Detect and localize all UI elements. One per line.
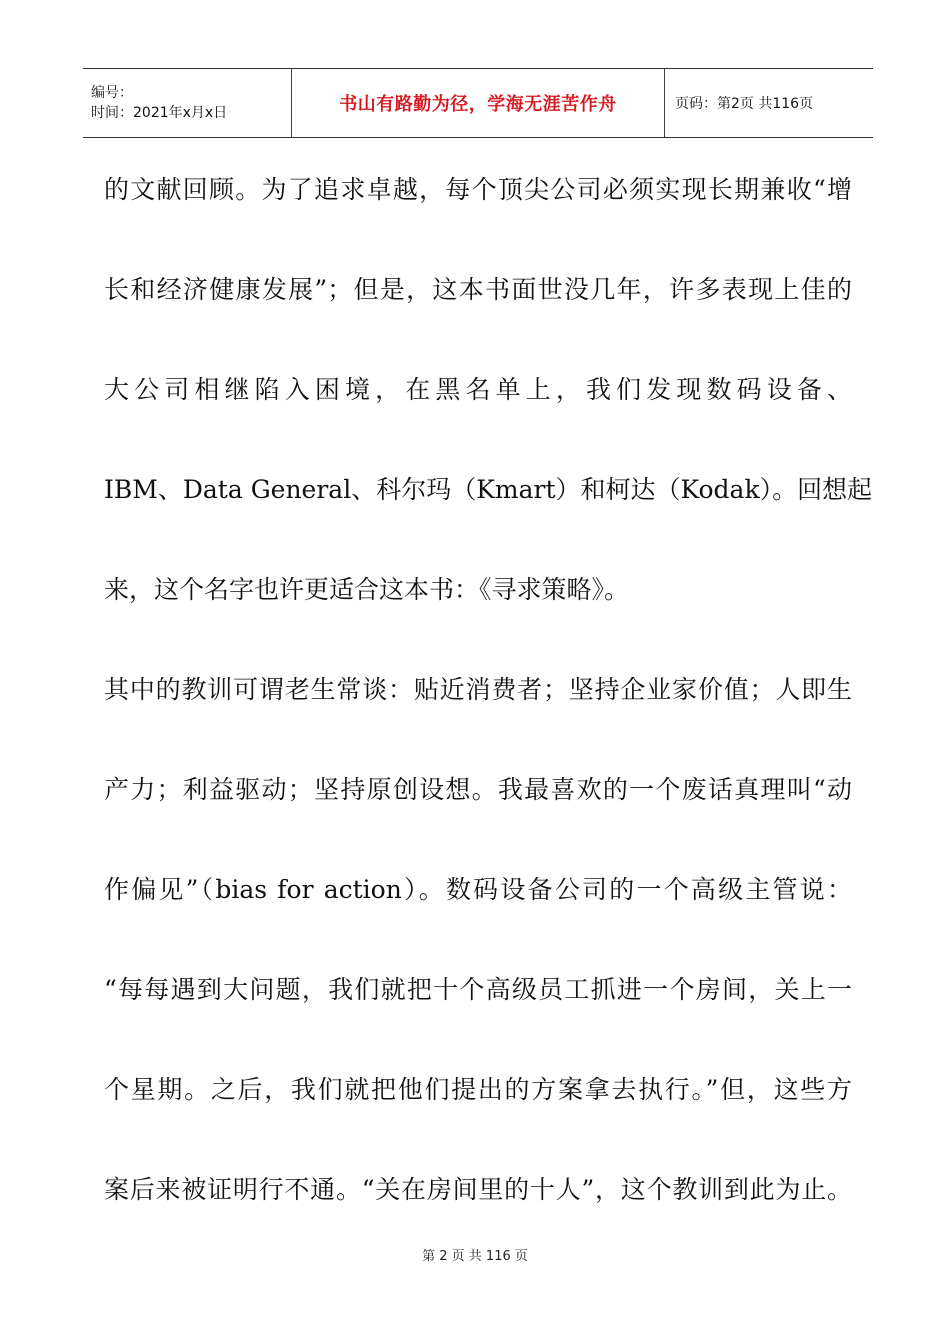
body-line: 来，这个名字也许更适合这本书：《寻求策略》。 [104,575,630,604]
header-motto: 书山有路勤为径，学海无涯苦作舟 [339,94,617,115]
body-line: IBM、Data General、科尔玛（Kmart）和柯达（Kodak）。回想起 [104,475,873,504]
body-line: 大公司相继陷入困境，在黑名单上，我们发现数码设备、 [104,375,852,404]
body-line: 作偏见”（bias for action）。数码设备公司的一个高级主管说： [104,875,852,904]
document-header [83,68,873,138]
date-label: 时间：2021年x月x日 [91,105,228,121]
header-page-cell [665,69,873,137]
body-line: 长和经济健康发展”；但是，这本书面世没几年，许多表现上佳的 [104,275,852,304]
header-motto-cell [291,69,665,137]
body-line: 的文献回顾。为了追求卓越，每个顶尖公司必须实现长期兼收“增 [104,175,852,204]
serial-number-label: 编号： [91,85,133,101]
body-line: 个星期。之后，我们就把他们提出的方案拿去执行。”但，这些方 [104,1075,852,1104]
page-footer: 第 2 页 共 116 页 [422,1249,528,1264]
body-line: 产力；利益驱动；坚持原创设想。我最喜欢的一个废话真理叫“动 [104,775,852,804]
header-page-info: 页码：第2页 共116页 [675,96,814,112]
header-meta [83,69,291,137]
body-line: 案后来被证明行不通。“关在房间里的十人”，这个教训到此为止。 [104,1175,852,1204]
body-line: 其中的教训可谓老生常谈：贴近消费者；坚持企业家价值；人即生 [104,675,852,704]
body-line: “每每遇到大问题，我们就把十个高级员工抓进一个房间，关上一 [104,975,852,1004]
